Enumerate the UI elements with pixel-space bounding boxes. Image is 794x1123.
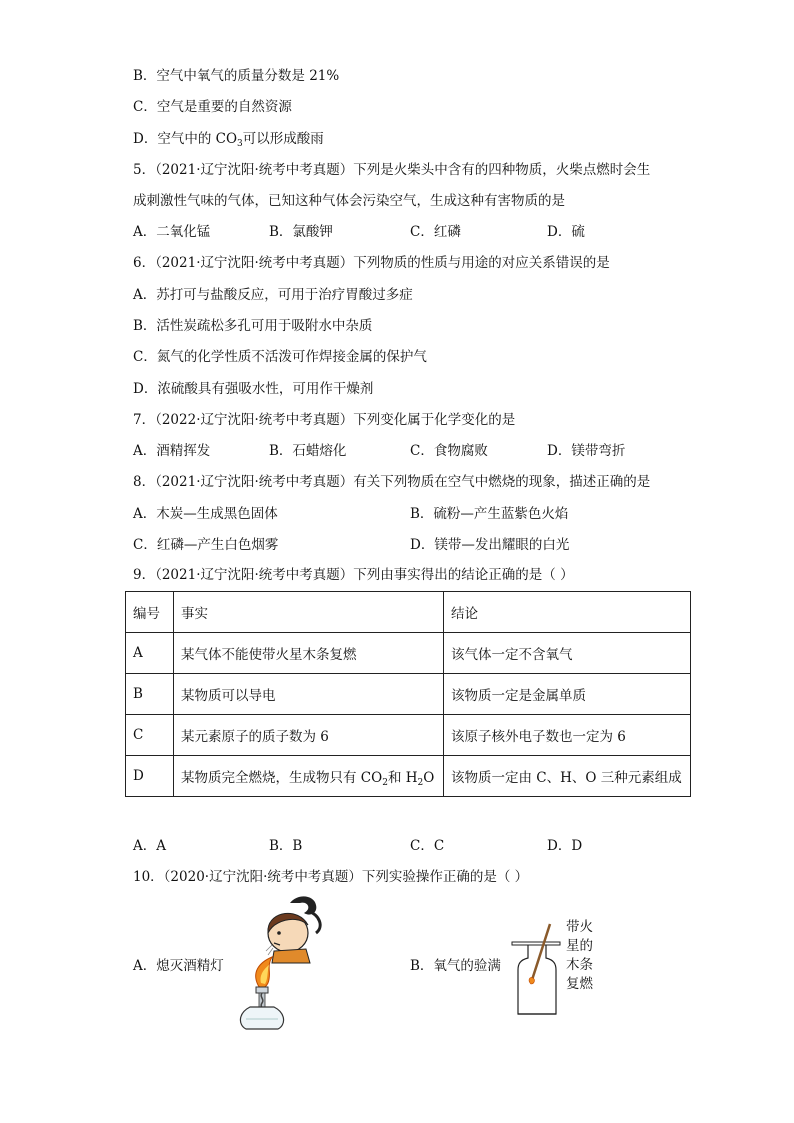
q5-option-a: A．二氧化锰: [133, 224, 211, 240]
table-cell: 该原子核外电子数也一定为 6: [444, 715, 691, 756]
q4-option-b: B．空气中氧气的质量分数是 21%: [133, 68, 340, 84]
q9-facts-table: [125, 591, 691, 797]
q5-stem-line-1: 5．（2021·辽宁沈阳·统考中考真题）下列是火柴头中含有的四种物质，火柴点燃时会生: [133, 162, 651, 178]
q5-option-b: B．氯酸钾: [269, 224, 333, 240]
q8-option-a: A．木炭—生成黑色固体: [133, 506, 278, 522]
q5-stem-line-2: 成刺激性气味的气体，已知这种气体会污染空气，生成这种有害物质的是: [133, 193, 565, 209]
table-cell: 该物质一定由 C、H、O 三种元素组成: [444, 756, 691, 797]
q10-b-label-line-3: 木条: [566, 957, 593, 973]
q7-option-d: D．镁带弯折: [547, 443, 626, 459]
table-cell: 该气体一定不含氧气: [444, 633, 691, 674]
q6-option-d: D．浓硫酸具有强吸水性，可用作干燥剂: [133, 381, 374, 397]
q9-option-a: A．A: [133, 838, 166, 854]
q10-option-a: A．熄灭酒精灯: [133, 958, 224, 974]
q10-option-b: B．氧气的验满: [410, 958, 501, 974]
table-row: [126, 633, 691, 674]
fact-d-mid: 和 H: [387, 770, 418, 786]
table-header-row: [126, 592, 691, 633]
table-cell: 某元素原子的质子数为 6: [174, 715, 444, 756]
q9-option-d: D．D: [547, 838, 583, 854]
q4-d-subscript: 3: [237, 139, 243, 149]
table-header-cell: 结论: [444, 592, 691, 633]
table-cell: 某气体不能使带火星木条复燃: [174, 633, 444, 674]
q7-stem: 7．（2022·辽宁沈阳·统考中考真题）下列变化属于化学变化的是: [133, 412, 516, 428]
q5-option-c: C．红磷: [410, 224, 461, 240]
q9-option-b: B．B: [269, 838, 303, 854]
q4-d-text-post: 可以形成酸雨: [242, 131, 324, 147]
q7-option-b: B．石蜡熔化: [269, 443, 347, 459]
table-row: [126, 715, 691, 756]
table-cell: B: [126, 674, 174, 715]
q7-option-a: A．酒精挥发: [133, 443, 211, 459]
table-row: [126, 756, 691, 797]
q9-stem: 9．（2021·辽宁沈阳·统考中考真题）下列由事实得出的结论正确的是（ ）: [133, 567, 574, 583]
q10-stem: 10．（2020·辽宁沈阳·统考中考真题）下列实验操作正确的是（ ）: [133, 869, 529, 885]
q10-b-label-line-2: 星的: [566, 938, 593, 954]
fact-d-post: O: [423, 770, 435, 786]
q9-option-c: C．C: [410, 838, 445, 854]
q6-stem: 6．（2021·辽宁沈阳·统考中考真题）下列物质的性质与用途的对应关系错误的是: [133, 255, 610, 271]
table-cell: C: [126, 715, 174, 756]
q8-option-d: D．镁带—发出耀眼的白光: [410, 537, 570, 553]
oxygen-bottle-with-glowing-splint-illustration: [510, 918, 568, 1018]
q4-d-text-pre: D．空气中的 CO: [133, 131, 238, 147]
person-blowing-out-alcohol-lamp-illustration: [228, 893, 333, 1031]
table-header-cell: 编号: [126, 592, 174, 633]
fact-d-pre: 某物质完全燃烧，生成物只有 CO: [181, 770, 383, 786]
table-cell: 某物质可以导电: [174, 674, 444, 715]
q4-option-d: [133, 130, 324, 148]
q6-option-c: C．氮气的化学性质不活泼可作焊接金属的保护气: [133, 349, 427, 365]
q5-option-d: D．硫: [547, 224, 585, 240]
q7-option-c: C．食物腐败: [410, 443, 488, 459]
table-row: [126, 674, 691, 715]
q10-b-label-line-4: 复燃: [566, 976, 593, 992]
q8-stem: 8．（2021·辽宁沈阳·统考中考真题）有关下列物质在空气中燃烧的现象，描述正确的是: [133, 474, 651, 490]
q6-option-a: A．苏打可与盐酸反应，可用于治疗胃酸过多症: [133, 287, 413, 303]
table-cell: 该物质一定是金属单质: [444, 674, 691, 715]
q6-option-b: B．活性炭疏松多孔可用于吸附水中杂质: [133, 318, 373, 334]
table-header-cell: 事实: [174, 592, 444, 633]
q10-b-label-line-1: 带火: [566, 919, 593, 935]
q8-option-c: C．红磷—产生白色烟雾: [133, 537, 279, 553]
q4-option-c: C．空气是重要的自然资源: [133, 99, 292, 115]
q8-option-b: B．硫粉—产生蓝紫色火焰: [410, 506, 569, 522]
table-cell: D: [126, 756, 174, 797]
fact-d-sub2: 2: [417, 778, 424, 788]
table-cell-fact-d: [174, 756, 444, 797]
table-cell: A: [126, 633, 174, 674]
fact-d-sub1: 2: [382, 778, 388, 788]
